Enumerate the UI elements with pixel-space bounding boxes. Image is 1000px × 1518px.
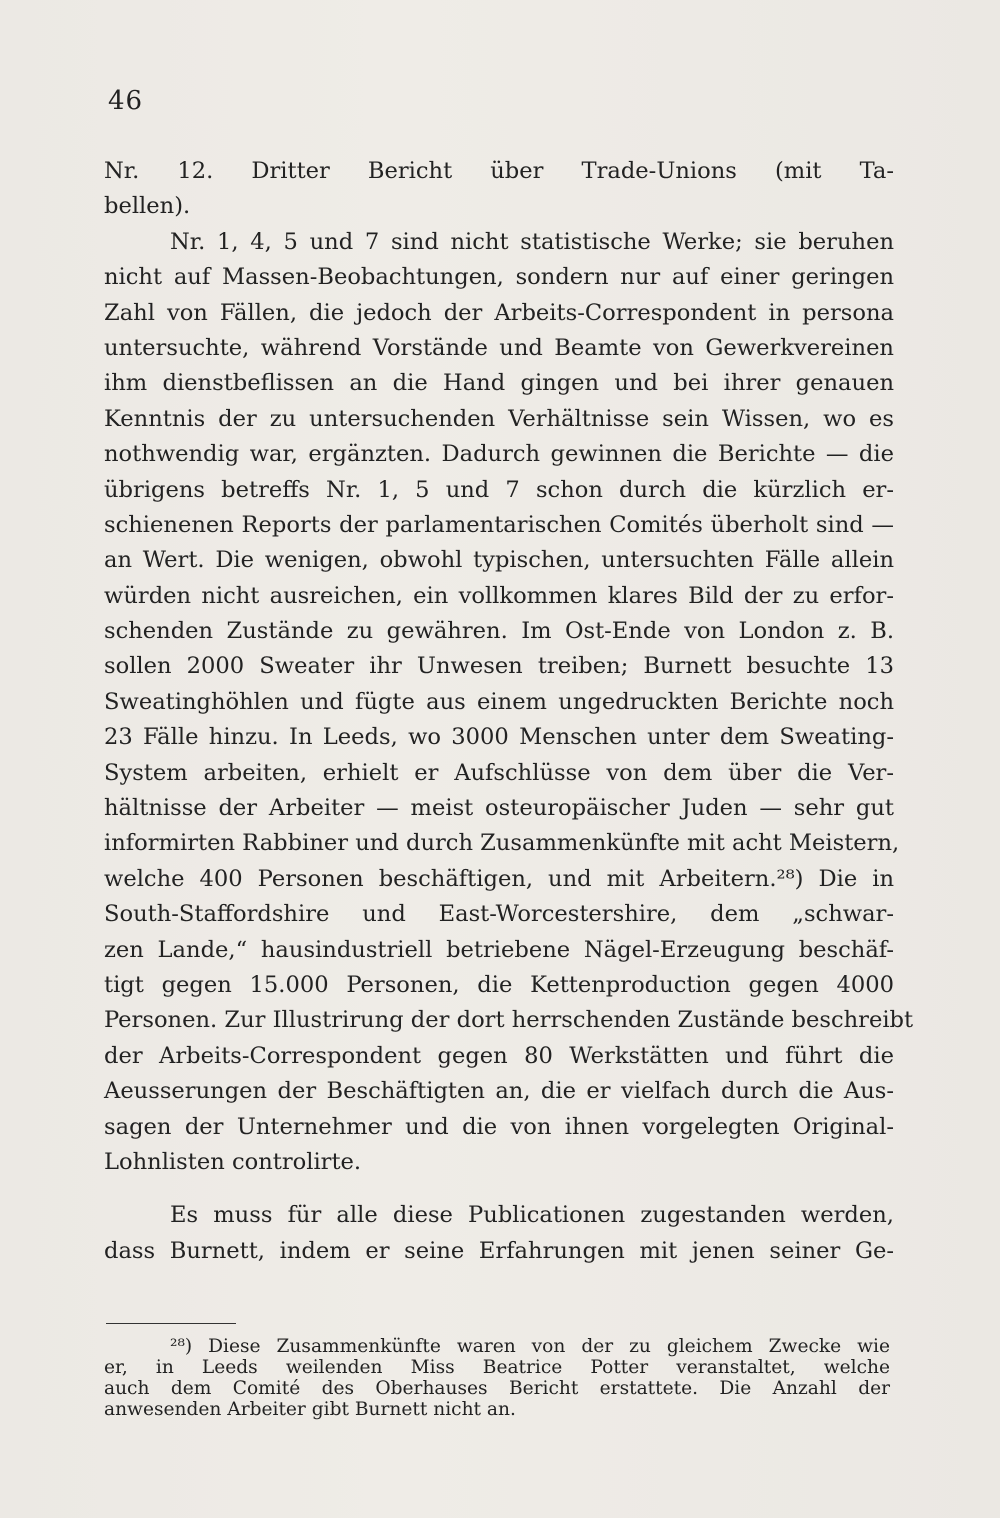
text-line: an Wert. Die wenigen, obwohl typischen, untersuchten Fälle allein [104,547,894,574]
text-line: System arbeiten, erhielt er Aufschlüsse von dem über die Ver- [104,759,894,786]
text-line: welche 400 Personen beschäftigen, und mit Arbeitern.²⁸) Die in [104,865,894,892]
text-line: hältnisse der Arbeiter — meist osteuropäischer Juden — sehr gut [104,795,894,822]
text-line: sagen der Unternehmer und die von ihnen vorgelegten Original- [104,1113,894,1140]
footnote-divider [106,1323,236,1324]
footnote-line: er, in Leeds weilenden Miss Beatrice Potter veranstaltet, welche [104,1357,890,1378]
text-line: Es muss für alle diese Publicationen zugestanden werden, [170,1202,894,1229]
text-line: ihm dienstbeflissen an die Hand gingen und bei ihrer genauen [104,370,894,397]
text-line: schenden Zustände zu gewähren. Im Ost-Ende von London z. B. [104,618,894,645]
text-line: würden nicht ausreichen, ein vollkommen klares Bild der zu erfor- [104,582,894,609]
text-line: sollen 2000 Sweater ihr Unwesen treiben; Burnett besuchte 13 [104,653,894,680]
text-line: informirten Rabbiner und durch Zusammenkünfte mit acht Meistern, [104,830,900,857]
text-line: Lohnlisten controlirte. [104,1148,362,1175]
text-line: Zahl von Fällen, die jedoch der Arbeits-Correspondent in persona [104,299,894,326]
text-line: zen Lande,“ hausindustriell betriebene Nägel-Erzeugung beschäf- [104,936,894,963]
text-line: untersuchte, während Vorstände und Beamte von Gewerkvereinen [104,334,894,361]
footnote-line: anwesenden Arbeiter gibt Burnett nicht an. [104,1399,516,1420]
page-number: 46 [108,86,144,116]
body-text [104,154,914,1269]
footnote-line: auch dem Comité des Oberhauses Bericht erstattete. Die Anzahl der [104,1378,890,1399]
text-line: schienenen Reports der parlamentarischen Comités überholt sind — [104,511,894,538]
text-line: Nr. 1, 4, 5 und 7 sind nicht statistische Werke; sie beruhen [170,228,894,255]
text-line: 23 Fälle hinzu. In Leeds, wo 3000 Menschen unter dem Sweating- [104,724,894,751]
footnote [104,1336,890,1420]
footnote-line: ²⁸) Diese Zusammenkünfte waren von der zu gleichem Zwecke wie [170,1336,890,1357]
text-line: dass Burnett, indem er seine Erfahrungen mit jenen seiner Ge- [104,1237,894,1264]
text-line: Kenntnis der zu untersuchenden Verhältnisse sein Wissen, wo es [104,405,894,432]
text-line: nothwendig war, ergänzten. Dadurch gewinnen die Berichte — die [104,441,894,468]
paragraph-spacer [104,1180,894,1198]
text-line: nicht auf Massen-Beobachtungen, sondern nur auf einer geringen [104,264,894,291]
text-line: tigt gegen 15.000 Personen, die Kettenproduction gegen 4000 [104,971,894,998]
paragraph-3 [104,1198,894,1269]
text-line: Aeusserungen der Beschäftigten an, die er vielfach durch die Aus- [104,1078,894,1105]
text-line: übrigens betreffs Nr. 1, 5 und 7 schon durch die kürzlich er- [104,476,894,503]
text-line: South-Staffordshire und East-Worcestershire, dem „schwar- [104,901,894,928]
text-line: bellen). [104,193,191,220]
text-line: Nr. 12. Dritter Bericht über Trade-Unions (mit Ta- [104,158,894,184]
paragraph-1 [104,154,894,225]
paragraph-2 [104,225,914,1181]
text-line: der Arbeits-Correspondent gegen 80 Werkstätten und führt die [104,1042,894,1069]
text-line: Sweatinghöhlen und fügte aus einem ungedruckten Berichte noch [104,688,894,715]
text-line: Personen. Zur Illustrirung der dort herrschenden Zustände beschreibt [104,1007,914,1034]
